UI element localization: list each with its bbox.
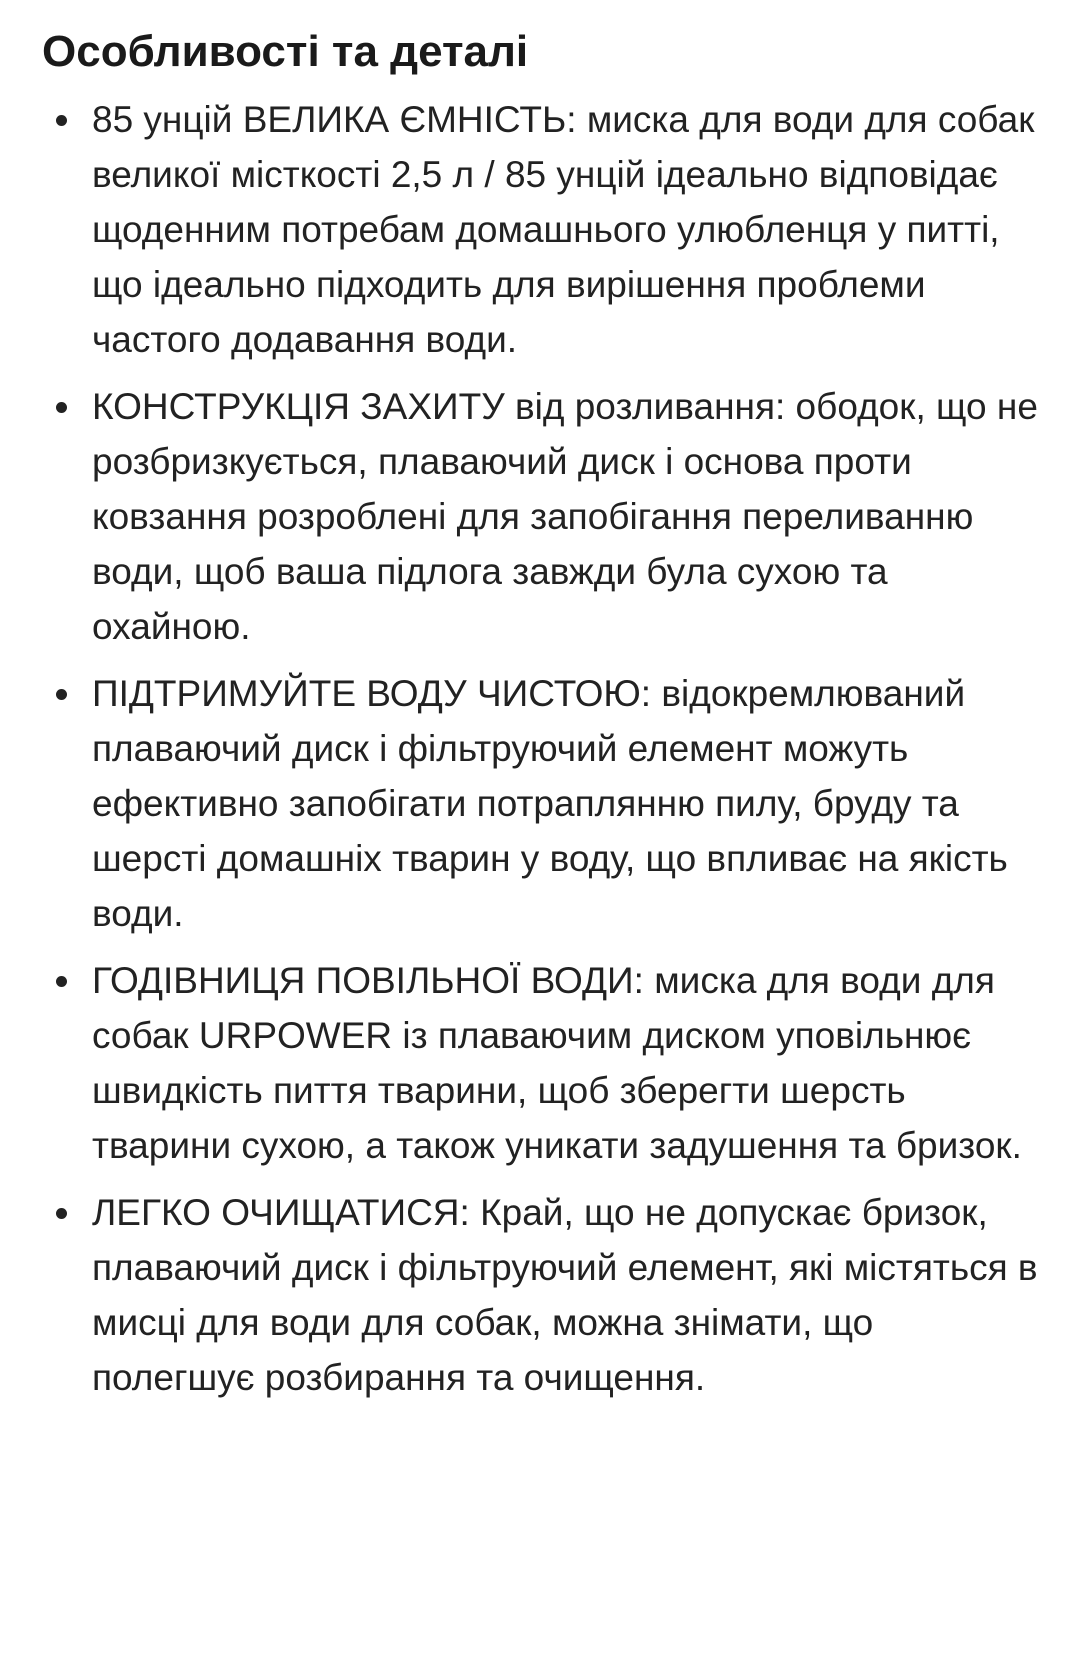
feature-list <box>42 92 1040 1405</box>
feature-item <box>42 92 1040 367</box>
feature-item <box>42 1185 1040 1405</box>
bullet-icon <box>56 689 67 700</box>
feature-item <box>42 666 1040 941</box>
feature-text: ПІДТРИМУЙТЕ ВОДУ ЧИСТОЮ: відокремлюваний плаваючий диск і фільтруючий елемент можуть ефективно запобігати потраплянню пилу, бруду та шерсті домашніх тварин у воду, що впливає на якість води. <box>92 673 1008 934</box>
feature-text: ЛЕГКО ОЧИЩАТИСЯ: Край, що не допускає бризок, плаваючий диск і фільтруючий елемент, які містяться в мисці для води для собак, можна знімати, що полегшує розбирання та очищення. <box>92 1192 1038 1398</box>
bullet-icon <box>56 402 67 413</box>
feature-text: КОНСТРУКЦІЯ ЗАХИТУ від розливання: ободок, що не розбризкується, плаваючий диск і основа проти ковзання розроблені для запобігання переливанню води, щоб ваша підлога завжди була сухою та охайною. <box>92 386 1038 647</box>
bullet-icon <box>56 1208 67 1219</box>
feature-text: ГОДІВНИЦЯ ПОВІЛЬНОЇ ВОДИ: миска для води для собак URPOWER із плаваючим диском уповільнює швидкість пиття тварини, щоб зберегти шерсть тварини сухою, а також уникати задушення та бризок. <box>92 960 1022 1166</box>
bullet-icon <box>56 976 67 987</box>
section-title: Особливості та деталі <box>42 27 529 76</box>
feature-item <box>42 379 1040 654</box>
bullet-icon <box>56 115 67 126</box>
feature-text: 85 унцій ВЕЛИКА ЄМНІСТЬ: миска для води для собак великої місткості 2,5 л / 85 унцій ідеально відповідає щоденним потребам домашнього улюбленця у питті, що ідеально підходить для вирішення проблеми частого додавання води. <box>92 99 1035 360</box>
feature-item <box>42 953 1040 1173</box>
